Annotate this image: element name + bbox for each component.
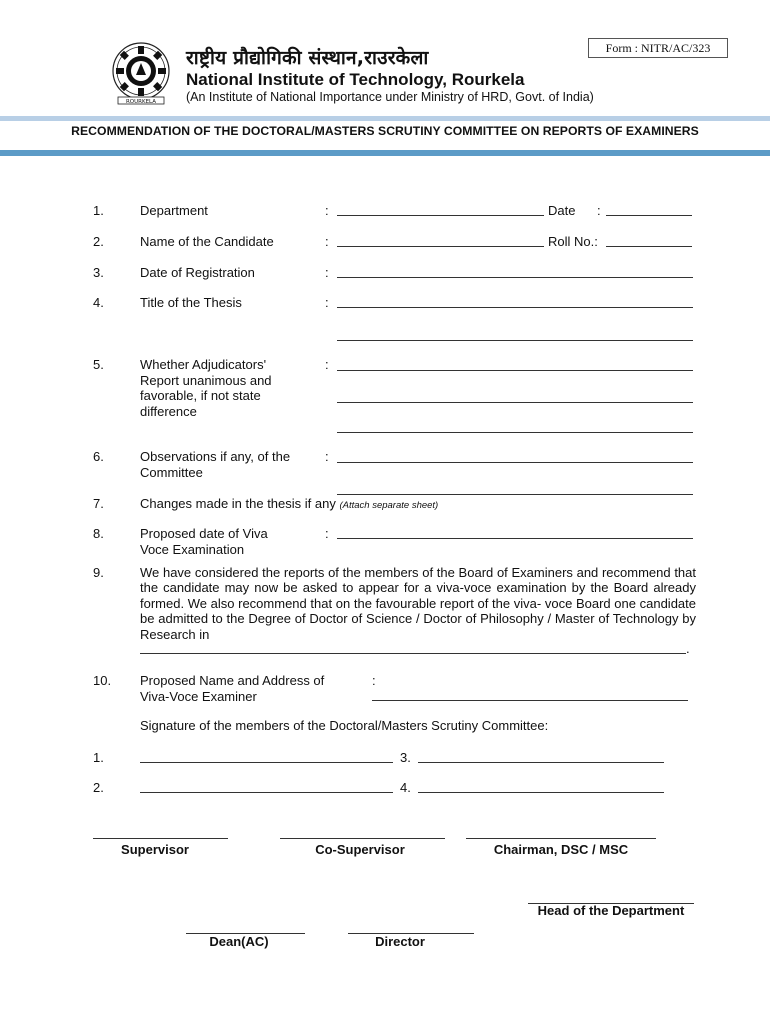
chairman-signature-line[interactable] bbox=[466, 838, 656, 839]
co-supervisor-title: Co-Supervisor bbox=[315, 842, 405, 857]
header-divider-light bbox=[0, 116, 770, 121]
colon: : bbox=[325, 526, 329, 541]
logo-text: ROURKELA bbox=[125, 99, 157, 105]
adjudicators-report-field[interactable] bbox=[337, 402, 693, 403]
roll-no-field[interactable] bbox=[606, 246, 692, 247]
committee-signature-intro: Signature of the members of the Doctoral/Masters Scrutiny Committee: bbox=[140, 718, 549, 733]
co-supervisor-signature-line[interactable] bbox=[280, 838, 445, 839]
examiner-label: Proposed Name and Address of Viva-Voce Examiner bbox=[140, 673, 325, 704]
member-number: 3. bbox=[400, 750, 411, 765]
viva-date-label: Proposed date of Viva Voce Examination bbox=[140, 526, 268, 557]
degree-subject-field[interactable] bbox=[140, 653, 686, 654]
nit-rourkela-logo bbox=[104, 41, 178, 105]
member-signature-field[interactable] bbox=[418, 792, 664, 793]
department-field[interactable] bbox=[337, 215, 544, 216]
colon: : bbox=[597, 203, 601, 218]
paragraph-end: . bbox=[686, 641, 690, 656]
attach-sheet-note: (Attach separate sheet) bbox=[339, 500, 439, 511]
institute-subtitle: (An Institute of National Importance under Ministry of HRD, Govt. of India) bbox=[186, 90, 594, 104]
thesis-changes-text: Changes made in the thesis if any bbox=[140, 496, 336, 511]
header-divider-dark bbox=[0, 150, 770, 156]
colon: : bbox=[372, 673, 376, 688]
field-number: 4. bbox=[93, 295, 104, 310]
adjudicators-report-label: Whether Adjudicators' Report unanimous and favorable, if not state difference bbox=[140, 357, 272, 419]
colon: : bbox=[325, 203, 329, 218]
adjudicators-report-field[interactable] bbox=[337, 370, 693, 371]
adjudicators-report-field[interactable] bbox=[337, 432, 693, 433]
institute-name: National Institute of Technology, Rourkela bbox=[186, 70, 525, 89]
supervisor-title: Supervisor bbox=[121, 842, 189, 857]
date-field[interactable] bbox=[606, 215, 692, 216]
colon: : bbox=[325, 357, 329, 372]
field-number: 5. bbox=[93, 357, 104, 372]
institute-name-hindi: राष्ट्रीय प्रौद्योगिकी संस्थान,राउरकेला bbox=[186, 47, 429, 69]
examiner-field[interactable] bbox=[372, 700, 688, 701]
chairman-title: Chairman, DSC / MSC bbox=[493, 842, 629, 857]
field-number: 7. bbox=[93, 496, 104, 511]
observations-field[interactable] bbox=[337, 462, 693, 463]
colon: : bbox=[325, 449, 329, 464]
observations-field[interactable] bbox=[337, 494, 693, 495]
member-signature-field[interactable] bbox=[140, 792, 393, 793]
field-number: 9. bbox=[93, 565, 104, 580]
member-number: 4. bbox=[400, 780, 411, 795]
director-title: Director bbox=[375, 934, 425, 949]
thesis-changes-label bbox=[140, 496, 438, 514]
thesis-title-field[interactable] bbox=[337, 340, 693, 341]
member-signature-field[interactable] bbox=[418, 762, 664, 763]
member-number: 1. bbox=[93, 750, 104, 765]
field-number: 1. bbox=[93, 203, 104, 218]
field-number: 2. bbox=[93, 234, 104, 249]
candidate-name-label: Name of the Candidate bbox=[140, 234, 274, 249]
observations-label: Observations if any, of the Committee bbox=[140, 449, 291, 480]
recommendation-paragraph: We have considered the reports of the members of the Board of Examiners and recommend that the candidate may now be asked to appear for a viva-voce examination by the Board already formed. We also recommend that on the favourable report of the viva- voce Board one candidate be admitted to the Degree of Doctor of Science / Doctor of Philosophy / Master of Technology by Research in bbox=[140, 565, 696, 642]
department-label: Department bbox=[140, 203, 208, 218]
field-number: 8. bbox=[93, 526, 104, 541]
dean-title: Dean(AC) bbox=[209, 934, 269, 949]
colon: : bbox=[325, 295, 329, 310]
field-number: 10. bbox=[93, 673, 112, 688]
roll-no-label: Roll No.: bbox=[548, 234, 598, 249]
colon: : bbox=[325, 234, 329, 249]
field-number: 6. bbox=[93, 449, 104, 464]
viva-date-field[interactable] bbox=[337, 538, 693, 539]
member-number: 2. bbox=[93, 780, 104, 795]
member-signature-field[interactable] bbox=[140, 762, 393, 763]
supervisor-signature-line[interactable] bbox=[93, 838, 228, 839]
thesis-title-label: Title of the Thesis bbox=[140, 295, 242, 310]
registration-date-field[interactable] bbox=[337, 277, 693, 278]
date-label: Date bbox=[548, 203, 576, 218]
form-number-box: Form : NITR/AC/323 bbox=[588, 38, 728, 58]
colon: : bbox=[325, 265, 329, 280]
hod-title: Head of the Department bbox=[537, 903, 685, 918]
candidate-name-field[interactable] bbox=[337, 246, 544, 247]
thesis-title-field[interactable] bbox=[337, 307, 693, 308]
registration-date-label: Date of Registration bbox=[140, 265, 255, 280]
field-number: 3. bbox=[93, 265, 104, 280]
form-heading: RECOMMENDATION OF THE DOCTORAL/MASTERS SCRUTINY COMMITTEE ON REPORTS OF EXAMINERS bbox=[71, 124, 699, 138]
